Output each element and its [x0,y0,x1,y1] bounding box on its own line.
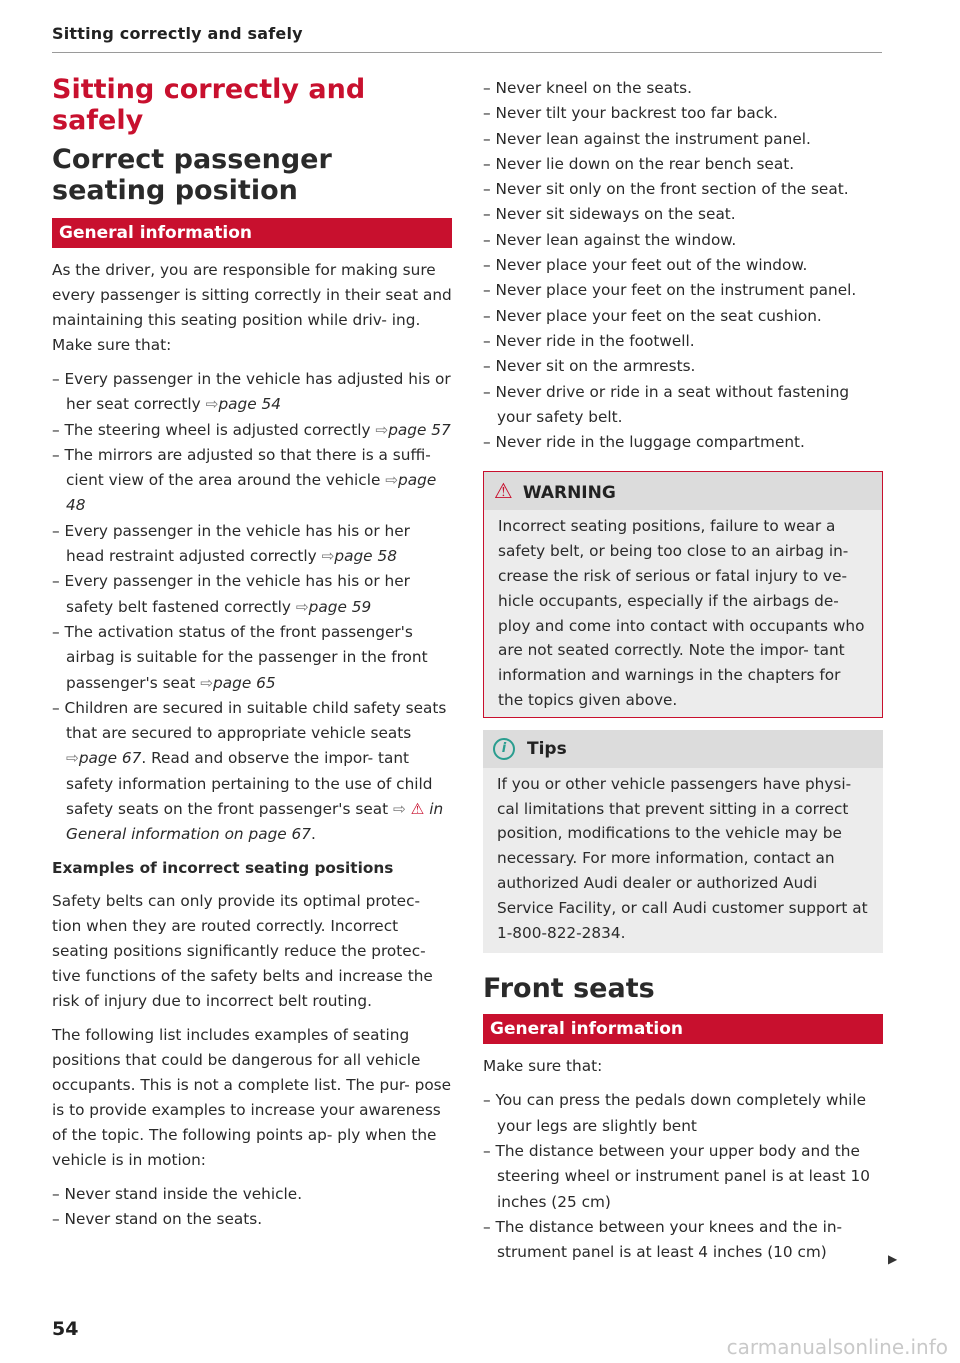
list-item: – Never sit on the armrests. [483,354,883,379]
list-item: – Never stand on the seats. [52,1207,452,1232]
arrow-right-icon: ⇨ [375,420,389,439]
tips-body: If you or other vehicle passengers have physi- cal limitations that prevent sitting in a correct position, modifications to the vehicle may be necessary. For more information, contact an authorized Audi dealer or authorized Audi Service Facility, or call Audi customer support at 1-800-822-2834. [497,774,868,942]
left-column [52,74,452,1240]
warning-triangle-icon: ⚠ [410,800,425,819]
arrow-right-icon: ⇨ [321,547,335,566]
page-link[interactable]: page 65 [213,673,276,692]
make-sure-paragraph: Make sure that: [483,1057,603,1076]
list-item: – Never place your feet on the seat cushion. [483,304,883,329]
warning-body: Incorrect seating positions, failure to wear a safety belt, or being too close to an airbag in- crease the risk of serious or fatal injury to ve- hicle occupants, especially if the airbags de- ploy and come into contact with occupants who are not seated correctly. Note the impor- tant information and warnings in the chapters for the topics given above. [498,517,865,710]
header-title: Sitting correctly and safely [52,24,303,43]
list-item: – The distance between your upper body and the steering wheel or instrument panel is at least 10 inches (25 cm) [483,1139,883,1215]
arrow-right-icon: ⇨ [385,471,399,490]
continue-arrow-icon: ▶ [888,1252,898,1266]
list-item: – You can press the pedals down completely while your legs are slightly bent [483,1088,883,1139]
belt-paragraph: Safety belts can only provide its optimal protec- tion when they are routed correctly. Incorrect seating positions significantly reduce the protec- tive functions of the safety belts and increase the risk of injury due to incorrect belt routing. [52,891,433,1010]
front-seats-title: Front seats [483,973,655,1005]
running-header [52,24,882,53]
list-item: – Every passenger in the vehicle has his or her head restraint adjusted correctly ⇨page 58 [52,519,452,570]
page-link[interactable]: page 67 [78,749,142,768]
tips-title: Tips [527,738,567,759]
list-item: – The activation status of the front passenger's airbag is suitable for the passenger in the front passenger's seat ⇨page 65 [52,620,452,696]
list-item: – Never kneel on the seats. [483,76,883,101]
subsection-title: Correct passenger seating position [52,144,332,206]
page-number: 54 [52,1318,79,1340]
watermark: carmanualsonline.info [726,1335,948,1359]
list-item: – Never place your feet on the instrument panel. [483,278,883,303]
list-item: – Never place your feet out of the window. [483,253,883,278]
list-item: – Never lean against the instrument panel. [483,127,883,152]
right-column [483,76,883,1273]
examples-subhead: Examples of incorrect seating positions [52,858,394,877]
tips-box [483,730,883,954]
warning-title: WARNING [522,483,616,504]
front-seat-checklist [483,1088,883,1265]
never-list-left [52,1182,452,1233]
tips-header [483,730,883,768]
examples-paragraph: The following list includes examples of seating positions that could be dangerous for all vehicle occupants. This is not a complete list. The pur- pose is to provide examples to increase your awareness of the topic. The following points ap- ply when the vehicle is in motion: [52,1025,452,1169]
info-icon: i [493,738,515,760]
warning-header [484,472,882,510]
list-item: – Never tilt your backrest too far back. [483,101,883,126]
page-link[interactable]: page 58 [334,547,397,566]
page-link[interactable]: page 54 [218,395,281,414]
list-item: – Never lie down on the rear bench seat. [483,152,883,177]
never-list-right [483,76,883,455]
arrow-right-icon: ⇨ [205,395,219,414]
list-item: – Never drive or ride in a seat without fastening your safety belt. [483,380,883,431]
arrow-right-icon: ⇨ [392,800,411,819]
list-item: – Never stand inside the vehicle. [52,1182,452,1207]
list-item: – Never sit only on the front section of the seat. [483,177,883,202]
arrow-right-icon: ⇨ [295,597,309,616]
general-information-bar: General information [483,1014,883,1044]
list-item: – Every passenger in the vehicle has his or her safety belt fastened correctly ⇨page 59 [52,569,452,620]
list-item: – The steering wheel is adjusted correctly ⇨page 57 [52,418,452,443]
general-information-bar: General information [52,218,452,248]
list-item: – Never sit sideways on the seat. [483,202,883,227]
warning-box [483,471,883,717]
page-link[interactable]: page 59 [308,597,372,616]
list-item: – Never lean against the window. [483,228,883,253]
list-item: – Never ride in the luggage compartment. [483,430,883,455]
section-title: Sitting correctly and safely [52,74,366,136]
page-link[interactable]: page 48 [66,471,437,515]
arrow-right-icon: ⇨ [66,749,79,768]
intro-paragraph: As the driver, you are responsible for making sure every passenger is sitting correctly in their seat and maintaining this seating position while driv- ing. Make sure that: [52,261,452,354]
checklist [52,367,452,848]
warning-triangle-icon: ⚠ [494,479,513,504]
arrow-right-icon: ⇨ [200,673,214,692]
list-item: – The mirrors are adjusted so that there is a suffi- cient view of the area around the vehicle ⇨page 48 [52,443,452,519]
list-item: – Never ride in the footwell. [483,329,883,354]
list-item: – The distance between your knees and the in- strument panel is at least 4 inches (10 cm) [483,1215,883,1266]
list-item: – Every passenger in the vehicle has adjusted his or her seat correctly ⇨page 54 [52,367,452,418]
page-link[interactable]: in General information on page 67 [66,800,444,844]
list-item: – Children are secured in suitable child safety seats that are secured to appropriate vehicle seats ⇨page 67. Read and observe the impor- tant safety information pertaining to the use of child safety seats on the front passenger's seat ⇨ ⚠ in General information on page 67. [52,696,452,848]
page-link[interactable]: page 57 [388,420,451,439]
